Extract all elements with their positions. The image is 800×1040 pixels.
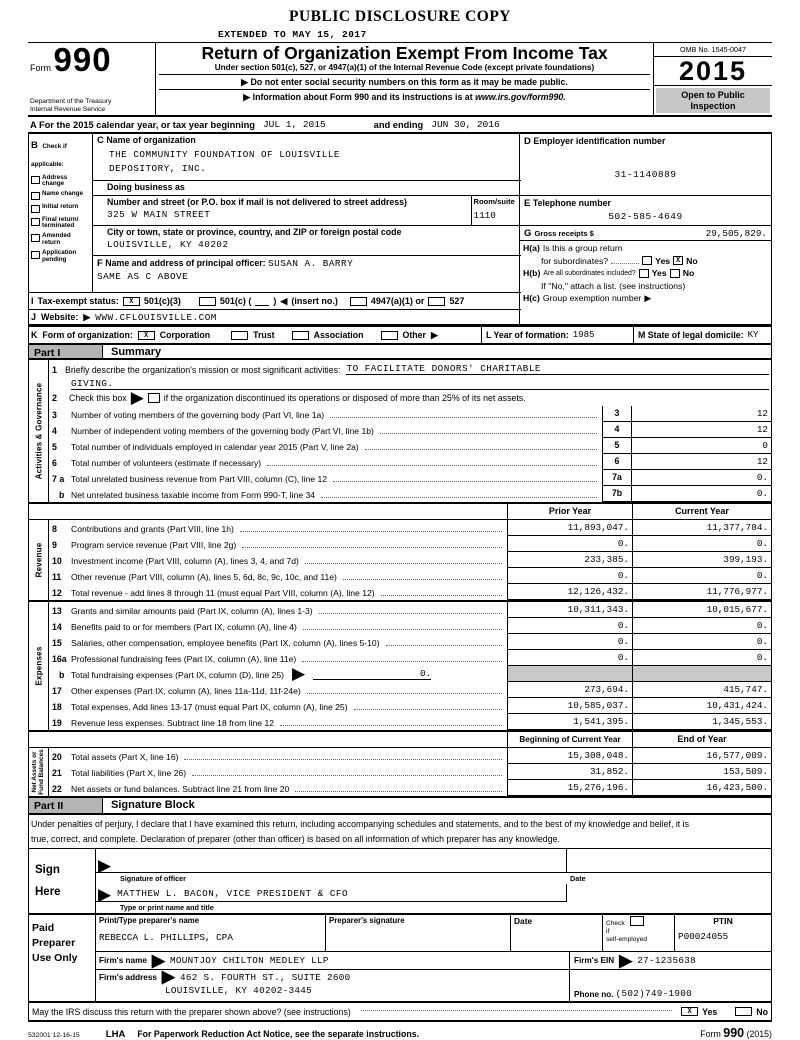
current-year-value: 10,015,677. <box>632 602 771 618</box>
current-year-value: 11,776,977. <box>632 584 771 600</box>
extended-due-date: EXTENDED TO MAY 15, 2017 <box>218 29 367 40</box>
pointer-icon: ▶ <box>98 885 112 904</box>
line-number-box: 4 <box>602 422 632 438</box>
mission-label: Briefly describe the organization's mission or most significant activities: <box>65 365 341 375</box>
row-label: Revenue less expenses. Subtract line 18 from line 12 <box>71 718 275 728</box>
net-assets-section <box>29 748 771 798</box>
firm-name-label: Firm's name <box>99 956 147 965</box>
row-label: Contributions and grants (Part VIII, line 1h) <box>71 524 234 534</box>
prior-year-value: 273,694. <box>507 682 632 698</box>
item-j-letter: J <box>31 312 37 322</box>
dotted-leader <box>184 759 502 760</box>
row-label: Number of voting members of the governing body (Part VI, line 1a) <box>71 410 325 420</box>
prior-year-value: 10,311,343. <box>507 602 632 618</box>
dotted-leader <box>365 449 597 450</box>
dotted-leader <box>242 547 502 548</box>
form-of-organization-row <box>29 326 771 343</box>
revenue-rail-label: Revenue <box>34 542 43 578</box>
summary-row-22: 22 Net assets or fund balances. Subtract line 21 from line 20 15,276,196. 16,423,500. <box>49 780 771 796</box>
row-label: Total assets (Part X, line 16) <box>71 752 179 762</box>
ein-label: Employer identification number <box>533 136 666 146</box>
amended-return-checkbox <box>31 234 40 242</box>
footer-form-number: 990 <box>723 1026 745 1040</box>
net-assets-rail-label: Net Assets or Fund Balances <box>30 749 45 795</box>
row-value: 12 <box>632 406 771 422</box>
dotted-leader <box>386 645 502 646</box>
row-label: Total revenue - add lines 8 through 11 (must equal Part VIII, column (A), line 12) <box>71 588 375 598</box>
summary-row-8: 8 Contributions and grants (Part VIII, line 1h) 11,893,047. 11,377,784. <box>49 520 771 536</box>
dotted-leader <box>295 791 502 792</box>
summary-row-5: 5 Total number of individuals employed in calendar year 2015 (Part V, line 2a) 5 0 <box>49 438 771 454</box>
discontinued-operations-line: 2 Check this box ▶ if the organization discontinued its operations or disposed of more than 25% of its net assets. <box>52 388 526 407</box>
address-change-option: Address change <box>31 175 90 188</box>
row-label: Program service revenue (Part VIII, line 2g) <box>71 540 237 550</box>
begin-end-header <box>29 732 771 748</box>
end-value: 16,423,500. <box>632 780 771 796</box>
prior-year-header: Prior Year <box>507 504 632 519</box>
form-footer: 532001 12-16-15 LHA For Paperwork Reduction Act Notice, see the separate instructions. Form 990 (2015) <box>28 1026 772 1040</box>
preparer-signature-label: Preparer's signature <box>329 916 405 925</box>
dotted-leader <box>280 725 502 726</box>
row-label: Salaries, other compensation, employee benefits (Part IX, column (A), lines 5-10) <box>71 638 380 648</box>
status-527-label: 527 <box>449 296 465 306</box>
irs-url: www.irs.gov/form990. <box>475 92 566 102</box>
part-i-title: Summary <box>111 346 162 358</box>
summary-row-4: 4 Number of independent voting members of the governing body (Part VI, line 1b) 4 12 <box>49 422 771 438</box>
date-caption: Date <box>570 874 586 883</box>
ptin-value: P00024055 <box>678 931 729 942</box>
end-value: 153,509. <box>632 764 771 780</box>
form-number-block <box>28 43 156 115</box>
year-of-formation-label: L Year of formation: <box>486 330 569 340</box>
doing-business-as-row: Doing business as <box>93 181 521 196</box>
subordinates-included-no-checkbox <box>670 269 680 278</box>
dotted-leader <box>354 709 502 710</box>
tax-year: 2015 <box>654 57 772 86</box>
current-year-value: 0. <box>632 536 771 552</box>
row-label: Benefits paid to or for members (Part IX, column (A), line 4) <box>71 622 297 632</box>
ein-phone-column: D Employer identification number 31-1140889 E Telephone number 502-585-4649 G Gross receipts $ 29,505,829. H(a) Is this a group return for subordinates? Yes X No H(b) Are all subordinates included? Yes No If "No," attach a list. (see instructions) H(c) Group exemption number ▶ <box>519 134 771 324</box>
tax-exempt-status-label: Tax-exempt status: <box>37 296 119 306</box>
row-label: Total fundraising expenses (Part IX, column (D), line 25) <box>71 670 285 680</box>
other-checkbox <box>381 331 398 340</box>
year-of-formation-value: 1985 <box>572 330 595 340</box>
row-label: Other expenses (Part IX, column (A), lines 11a-11d, 11f-24e) <box>71 686 301 696</box>
dotted-leader <box>319 613 502 614</box>
phone-value: (502)749-1900 <box>615 988 693 999</box>
activities-governance-rail-label: Activities & Governance <box>34 382 43 480</box>
dotted-leader <box>305 563 502 564</box>
row-label: Total number of volunteers (estimate if necessary) <box>71 458 262 468</box>
dept-line-2: Internal Revenue Service <box>30 106 106 113</box>
city-label: City or town, state or province, country, and ZIP or foreign postal code <box>107 227 402 237</box>
irs-discuss-row: May the IRS discuss this return with the preparer shown above? (see instructions) X Yes No <box>32 1006 768 1017</box>
governance-section <box>29 360 771 504</box>
signature-date-cell <box>566 849 771 873</box>
summary-row-18: 18 Total expenses. Add lines 13-17 (must equal Part IX, column (A), line 25) 10,585,037. 10,431,424. <box>49 698 771 714</box>
org-name-line2: DEPOSITORY, INC. <box>109 163 207 174</box>
summary-row-11: 11 Other revenue (Part VIII, column (A), lines 5, 6d, 8c, 9c, 10c, and 11e) 0. 0. <box>49 568 771 584</box>
phone-label: Phone no. <box>574 990 614 999</box>
principal-officer-address: SAME AS C ABOVE <box>97 271 189 282</box>
current-year-header: Current Year <box>632 504 771 519</box>
summary-row-13: 13 Grants and similar amounts paid (Part IX, column (A), lines 1-3) 10,311,343. 10,015,677. <box>49 602 771 618</box>
dotted-leader <box>302 661 502 662</box>
use-only-label: Use Only <box>32 952 78 964</box>
row-label: Total unrelated business revenue from Part VIII, column (C), line 12 <box>71 474 328 484</box>
dotted-leader <box>343 579 502 580</box>
prior-year-value: 0. <box>507 536 632 552</box>
period-begin-date: JUL 1, 2015 <box>262 119 326 130</box>
item-b-letter: B <box>31 140 38 151</box>
dotted-leader <box>307 693 502 694</box>
name-change-option: Name change <box>31 191 90 200</box>
final-return-option: Final return/ terminated <box>31 217 90 230</box>
pointer-left-icon: ◀ <box>280 295 288 306</box>
summary-row-7b: b Net unrelated business taxable income from Form 990-T, line 34 7b 0. <box>49 486 771 502</box>
street-label: Number and street (or P.O. box if mail is not delivered to street address) <box>107 197 407 207</box>
status-501c3-checkbox: X <box>123 297 140 306</box>
part-i-label: Part I <box>29 345 103 358</box>
gross-receipts-label: Gross receipts $ <box>534 228 594 238</box>
officer-name-title: MATTHEW L. BACON, VICE PRESIDENT & CFO <box>117 888 349 899</box>
insert-no-label: (insert no.) <box>291 296 338 306</box>
pointer-icon: ▶ <box>98 856 112 875</box>
form-number: 990 <box>53 41 112 78</box>
public-disclosure-heading: PUBLIC DISCLOSURE COPY <box>288 8 511 25</box>
form-header <box>28 42 772 117</box>
ein-value: 31-1140889 <box>614 169 677 180</box>
firm-name-value: MOUNTJOY CHILTON MEDLEY LLP <box>169 955 329 966</box>
summary-row-21: 21 Total liabilities (Part X, line 26) 31,852. 153,509. <box>49 764 771 780</box>
group-return-no-checkbox: X <box>673 256 683 265</box>
dotted-leader <box>330 417 597 418</box>
org-name-label: Name of organization <box>106 135 196 145</box>
expenses-section <box>29 602 771 732</box>
expenses-rail-label: Expenses <box>34 646 43 686</box>
state-of-domicile-value: KY <box>747 330 759 340</box>
firm-address-line2: LOUISVILLE, KY 40202-3445 <box>165 985 312 996</box>
summary-row-16a: 16a Professional fundraising fees (Part IX, column (A), line 11e) 0. 0. <box>49 650 771 666</box>
pointer-icon: ▶ <box>243 92 251 102</box>
application-pending-option: Application pending <box>31 250 90 263</box>
ptin-label: PTIN <box>713 916 733 926</box>
line-number-box: 5 <box>602 438 632 454</box>
group-return-yes-checkbox <box>642 256 652 265</box>
preparer-date-label: Date <box>511 915 603 951</box>
trust-label: Trust <box>253 330 275 340</box>
check-if-applicable-label: Check if applicable: <box>31 143 67 168</box>
entity-info-section <box>29 134 771 326</box>
beginning-value: 15,308,048. <box>507 748 632 764</box>
irs-discuss-yes-checkbox: X <box>681 1007 698 1016</box>
dotted-leader <box>380 433 597 434</box>
line-number-box: 3 <box>602 406 632 422</box>
beginning-value: 15,276,196. <box>507 780 632 796</box>
form-of-org-label: Form of organization: <box>42 330 133 340</box>
status-527-checkbox <box>428 297 445 306</box>
mission-value-line1: TO FACILITATE DONORS' CHARITABLE <box>346 363 542 374</box>
row-value: 0. <box>632 486 771 502</box>
firm-ein-value: 27-1235638 <box>637 955 697 966</box>
lha-label: LHA <box>105 1029 126 1040</box>
form-title: Return of Organization Exempt From Income Tax <box>201 43 608 63</box>
dotted-leader <box>361 1010 672 1011</box>
row-label: Investment income (Part VIII, column (A), lines 3, 4, and 7d) <box>71 556 299 566</box>
officer-signature-line <box>96 849 566 873</box>
initial-return-option: Initial return <box>31 204 90 213</box>
perjury-statement: Under penalties of perjury, I declare that I have examined this return, including accompanying schedules and statements, and to the best of my knowledge and belief, it is true, correct, and complete. Declaration of preparer (other than officer) is based on all information of which preparer has any knowledge. <box>29 815 771 849</box>
preparer-name-value: REBECCA L. PHILLIPS, CPA <box>99 932 233 943</box>
sign-here-block <box>29 849 771 915</box>
prior-year-value: 11,893,047. <box>507 520 632 536</box>
omb-year-block <box>654 43 772 115</box>
pointer-icon: ▶ <box>430 329 438 340</box>
pointer-icon: ▶ <box>161 967 175 986</box>
corporation-checkbox: X <box>138 331 155 340</box>
self-employed-checkbox <box>630 916 644 926</box>
line-number-box: 7a <box>602 470 632 486</box>
pointer-icon: ▶ <box>619 950 633 970</box>
mission-line: 1 Briefly describe the organization's mission or most significant activities: TO FACILITATE DONORS' CHARITABLE <box>49 360 771 375</box>
summary-row-12: 12 Total revenue - add lines 8 through 11 (must equal Part VIII, column (A), line 12) 12,126,432. 11,776,977. <box>49 584 771 600</box>
subordinates-label: for subordinates? <box>541 255 609 266</box>
final-return-checkbox <box>31 218 40 226</box>
room-suite-value: 1110 <box>473 210 496 221</box>
current-year-value: 415,747. <box>632 682 771 698</box>
gross-receipts-value: 29,505,829. <box>705 227 767 239</box>
street-value: 325 W MAIN STREET <box>107 209 211 220</box>
tax-exempt-status-row: I Tax-exempt status: X 501(c)(3) 501(c) ( ) ◀ (insert no.) 4947(a)(1) or 527 <box>29 292 521 309</box>
principal-officer-label: Name and address of principal officer: <box>105 258 266 268</box>
corporation-label: Corporation <box>159 330 211 340</box>
prior-year-value: 10,585,037. <box>507 698 632 714</box>
paid-preparer-block: Paid Preparer Use Only Print/Type preparer's name REBECCA L. PHILLIPS, CPA Preparer's signature Date Check if self-employed PTIN P00024055 Firm's name ▶ MOUNTJOY CHILTON MEDLEY LLP Firm's EIN ▶ 27-1235638 Firm's address ▶ 462 S. FOURTH ST., SUITE 2600 LOUISVILLE, KY 40202-3445 Phone no. (502)749-1900 <box>29 915 771 1003</box>
end-value: 16,577,009. <box>632 748 771 764</box>
group-return-label: Is this a group return <box>542 243 623 253</box>
check-if-applicable-column <box>29 134 93 292</box>
website-row <box>29 309 521 324</box>
city-value: LOUISVILLE, KY 40202 <box>107 239 229 250</box>
current-year-value: 1,345,553. <box>632 714 771 730</box>
summary-row-15: 15 Salaries, other compensation, employee benefits (Part IX, column (A), lines 5-10) 0. 0. <box>49 634 771 650</box>
shaded-cell <box>632 666 771 682</box>
prior-year-value: 1,541,395. <box>507 714 632 730</box>
type-or-print-caption: Type or print name and title <box>120 903 214 912</box>
other-label: Other <box>402 330 426 340</box>
period-label: A For the 2015 calendar year, or tax year beginning <box>30 120 255 130</box>
row-label: Net unrelated business taxable income from Form 990-T, line 34 <box>71 490 316 500</box>
form-title-block <box>156 43 654 115</box>
pointer-icon: ▶ <box>130 388 144 407</box>
association-label: Association <box>313 330 364 340</box>
pointer-icon: ▶ <box>292 664 306 683</box>
dotted-leader <box>381 595 502 596</box>
prior-year-value: 233,385. <box>507 552 632 568</box>
row-value: 12 <box>632 422 771 438</box>
sign-label: Sign <box>35 864 60 876</box>
row-value: 12 <box>632 454 771 470</box>
current-year-value: 399,193. <box>632 552 771 568</box>
current-year-value: 0. <box>632 618 771 634</box>
part-ii-label: Part II <box>29 798 103 813</box>
tax-year-period-row <box>28 117 772 134</box>
form-subtitle: Under section 501(c), 527, or 4947(a)(1) of the Internal Revenue Code (except private foundations) <box>159 63 650 75</box>
subordinates-included-yes-checkbox <box>639 269 649 278</box>
row-label: Grants and similar amounts paid (Part IX, column (A), lines 1-3) <box>71 606 313 616</box>
omb-number: OMB No. 1545-0047 <box>654 43 772 57</box>
prior-year-value: 0. <box>507 618 632 634</box>
status-4947-label: 4947(a)(1) or <box>370 296 425 306</box>
dotted-leader <box>267 465 597 466</box>
group-exemption-label: Group exemption number <box>542 293 642 303</box>
website-value: WWW.CFLOUISVILLE.COM <box>95 311 217 323</box>
pointer-icon: ▶ <box>644 292 652 303</box>
irs-discuss-no-checkbox <box>735 1007 752 1016</box>
summary-row-9: 9 Program service revenue (Part VIII, line 2g) 0. 0. <box>49 536 771 552</box>
row-value: 0 <box>632 438 771 454</box>
trust-checkbox <box>231 331 248 340</box>
paid-label: Paid <box>32 922 55 934</box>
summary-row-6: 6 Total number of volunteers (estimate if necessary) 6 12 <box>49 454 771 470</box>
part-ii-title: Signature Block <box>111 799 195 811</box>
preparer-label: Preparer <box>32 937 76 949</box>
row-label: Professional fundraising fees (Part IX, column (A), line 11e) <box>71 654 297 664</box>
row-label: Total expenses. Add lines 13-17 (must equal Part IX, column (A), line 25) <box>71 702 348 712</box>
attach-list-note: If "No," attach a list. (see instructions) <box>541 280 686 291</box>
summary-row-16b: b Total fundraising expenses (Part IX, column (D), line 25) ▶ 0. <box>49 666 771 682</box>
beginning-of-year-header: Beginning of Current Year <box>507 732 632 747</box>
amended-return-option: Amended return <box>31 233 90 246</box>
shaded-cell <box>507 666 632 682</box>
status-501c3-label: 501(c)(3) <box>143 296 181 306</box>
status-4947-checkbox <box>350 297 367 306</box>
discontinued-checkbox <box>148 393 160 403</box>
application-pending-checkbox <box>31 251 40 259</box>
line-number-box: 7b <box>602 486 632 502</box>
end-of-year-header: End of Year <box>632 732 771 747</box>
prior-year-value: 0. <box>507 634 632 650</box>
dept-line-1: Department of the Treasury <box>30 98 112 105</box>
preparer-name-label: Print/Type preparer's name <box>99 916 200 925</box>
mission-value-line2: GIVING. <box>71 378 114 389</box>
item-k-letter: K <box>31 330 38 340</box>
initial-return-checkbox <box>31 205 40 213</box>
irs-discuss-label: May the IRS discuss this return with the preparer shown above? (see instructions) <box>32 1006 351 1017</box>
telephone-label: Telephone number <box>532 198 611 208</box>
open-to-public-badge: Open to Public Inspection <box>656 88 770 113</box>
paperwork-notice: For Paperwork Reduction Act Notice, see the separate instructions. <box>137 1029 420 1039</box>
prior-year-value: 0. <box>507 650 632 666</box>
row-value: 0. <box>632 470 771 486</box>
state-of-domicile-label: M State of legal domicile: <box>638 330 744 340</box>
period-end-date: JUN 30, 2016 <box>431 119 500 130</box>
subordinates-included-label: Are all subordinates included? <box>543 269 636 277</box>
summary-row-20: 20 Total assets (Part X, line 16) 15,308,048. 16,577,009. <box>49 748 771 764</box>
dotted-leader <box>303 629 502 630</box>
row-label: Total liabilities (Part X, line 26) <box>71 768 187 778</box>
current-year-value: 0. <box>632 650 771 666</box>
current-year-value: 10,431,424. <box>632 698 771 714</box>
header-bullet-1: Do not enter social security numbers on this form as it may be made public. <box>250 77 568 87</box>
dotted-leader <box>333 481 597 482</box>
org-name-line1: THE COMMUNITY FOUNDATION OF LOUISVILLE <box>109 149 341 160</box>
summary-row-7a: 7 a Total unrelated business revenue from Part VIII, column (C), line 12 7a 0. <box>49 470 771 486</box>
fundraising-total-value: 0. <box>313 668 431 680</box>
part-i-header <box>29 343 771 360</box>
association-checkbox <box>292 331 309 340</box>
period-and-ending: and ending <box>373 120 424 130</box>
summary-row-19: 19 Revenue less expenses. Subtract line 18 from line 12 1,541,395. 1,345,553. <box>49 714 771 730</box>
row-label: Net assets or fund balances. Subtract line 21 from line 20 <box>71 784 290 794</box>
prior-year-value: 0. <box>507 568 632 584</box>
dotted-leader <box>192 775 502 776</box>
organization-column: C Name of organization THE COMMUNITY FOUNDATION OF LOUISVILLE DEPOSITORY, INC. Doing business as Number and street (or P.O. box if mail is not delivered to street address) 325 W MAIN STREET Room/suite 1110 City or town, state or province, country, and ZIP or foreign postal code LOUISVILLE, KY 40202 F Name and address of principal officer: SUSAN A. BARRY SAME AS C ABOVE <box>93 134 521 292</box>
pointer-icon: ▶ <box>83 311 91 322</box>
status-501c-checkbox <box>199 297 216 306</box>
beginning-value: 31,852. <box>507 764 632 780</box>
signature-of-officer-caption: Signature of officer <box>120 874 186 883</box>
current-year-value: 0. <box>632 568 771 584</box>
line-number-box: 6 <box>602 454 632 470</box>
telephone-value: 502-585-4649 <box>608 211 683 222</box>
dotted-leader <box>321 497 597 498</box>
address-change-checkbox <box>31 176 40 184</box>
current-year-value: 0. <box>632 634 771 650</box>
summary-row-10: 10 Investment income (Part VIII, column (A), lines 3, 4, and 7d) 233,385. 399,193. <box>49 552 771 568</box>
row-label: Total number of individuals employed in calendar year 2015 (Part V, line 2a) <box>71 442 359 452</box>
summary-row-17: 17 Other expenses (Part IX, column (A), lines 11a-11d, 11f-24e) 273,694. 415,747. <box>49 682 771 698</box>
insert-no-blank <box>255 297 269 306</box>
summary-row-14: 14 Benefits paid to or for members (Part IX, column (A), line 4) 0. 0. <box>49 618 771 634</box>
principal-officer-name: SUSAN A. BARRY <box>268 258 354 269</box>
name-change-checkbox <box>31 192 40 200</box>
status-501c-label: 501(c) ( <box>219 296 252 306</box>
prior-year-value: 12,126,432. <box>507 584 632 600</box>
dotted-leader <box>240 531 502 532</box>
current-year-value: 11,377,784. <box>632 520 771 536</box>
website-label: Website: <box>41 312 79 322</box>
revenue-section <box>29 520 771 602</box>
item-i-letter: I <box>31 296 34 306</box>
form-word: Form <box>30 63 51 73</box>
pointer-icon: ▶ <box>151 950 165 970</box>
firm-address-label: Firm's address <box>99 972 157 982</box>
row-label: Other revenue (Part VIII, column (A), lines 5, 6d, 8c, 9c, 10c, and 11e) <box>71 572 337 582</box>
pointer-icon: ▶ <box>241 77 249 87</box>
row-label: Number of independent voting members of the governing body (Part VI, line 1b) <box>71 426 374 436</box>
prior-current-header <box>29 504 771 520</box>
firm-ein-label: Firm's EIN <box>574 956 615 965</box>
here-label: Here <box>35 886 61 898</box>
firm-address-line1: 462 S. FOURTH ST., SUITE 2600 <box>180 971 351 983</box>
room-suite-label: Room/suite <box>473 197 515 206</box>
group-return-block: H(a) Is this a group return for subordinates? Yes X No H(b) Are all subordinates included? Yes No If "No," attach a list. (see instructions) H(c) Group exemption number ▶ <box>523 243 698 303</box>
part-ii-header <box>29 798 771 815</box>
summary-row-3: 3 Number of voting members of the governing body (Part VI, line 1a) 3 12 <box>49 406 771 422</box>
header-bullet-2: Information about Form 990 and its instructions is at <box>252 92 476 102</box>
footer-code: 532001 12-16-15 <box>28 1032 80 1039</box>
form-body <box>28 134 772 1022</box>
